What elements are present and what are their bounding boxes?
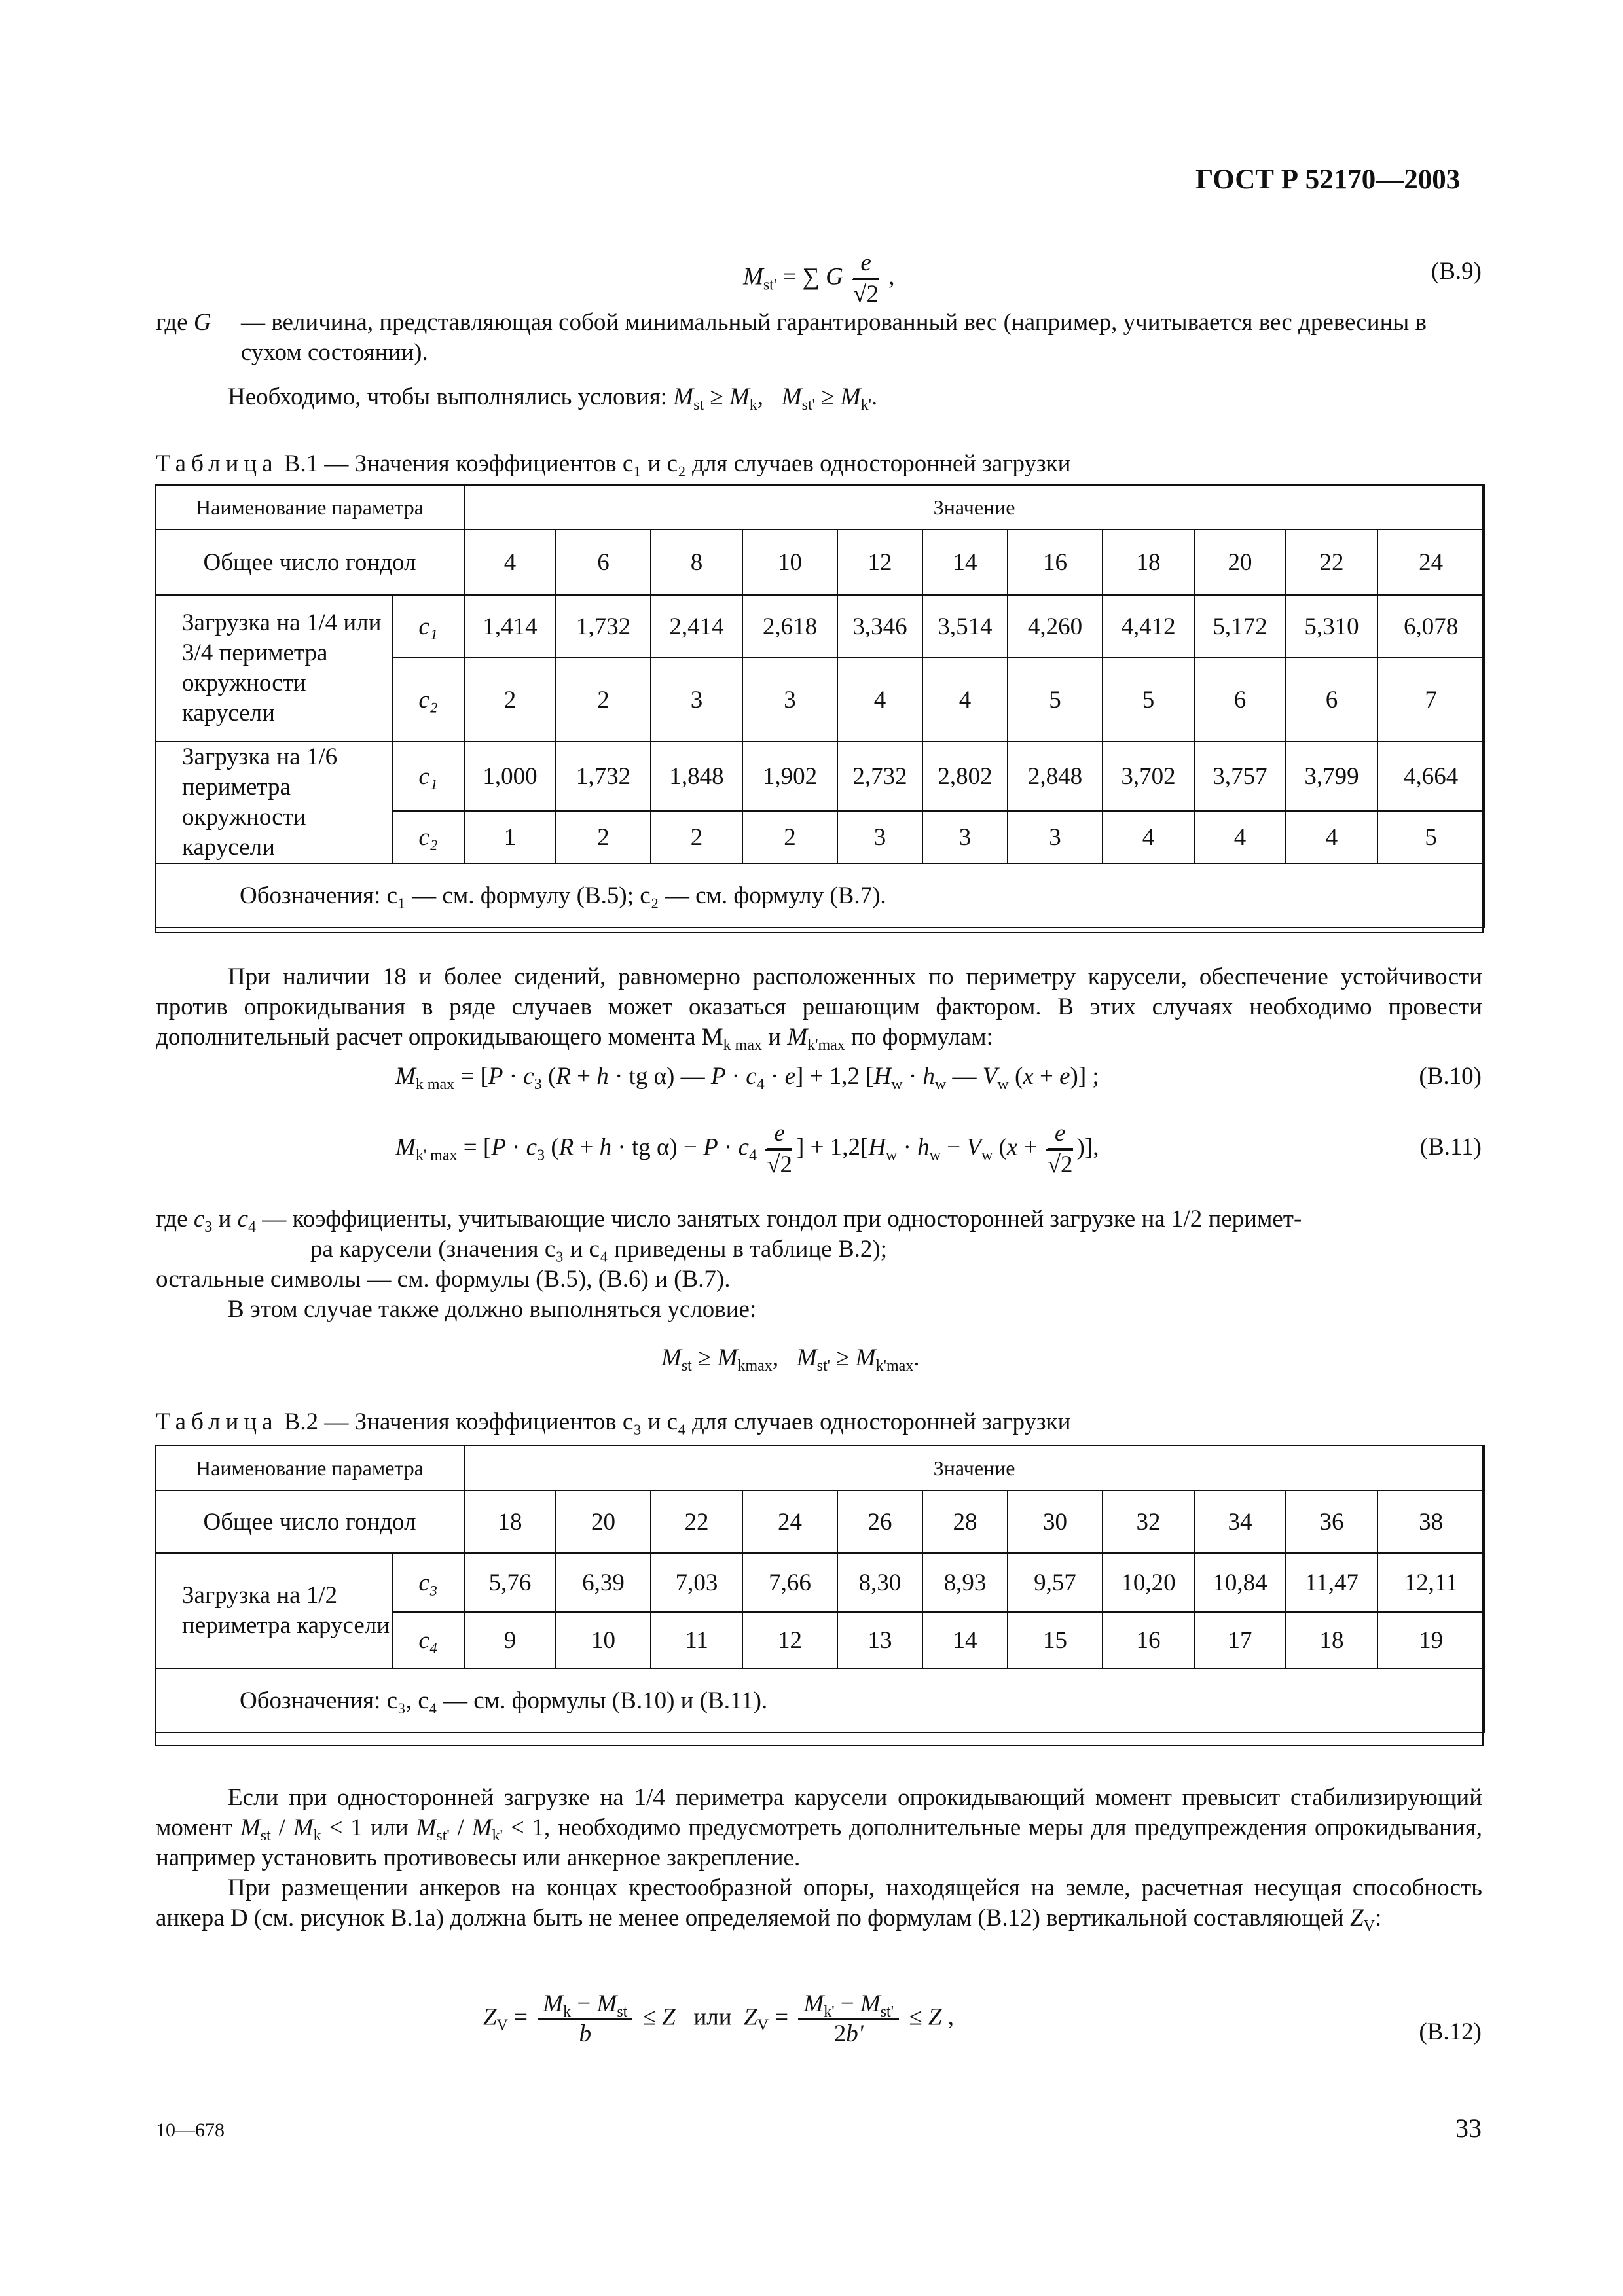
table-cell: 4 <box>1194 811 1286 863</box>
table-cell: 2 <box>742 811 837 863</box>
table-cell: 34 <box>1194 1490 1286 1553</box>
table-cell: 3,757 <box>1194 742 1286 811</box>
table-b1-row-label: Общее число гондол <box>155 529 464 595</box>
table-b2-note: Обозначения: c₃, c₄ — см. формулы (В.10) и (В.11). <box>155 1668 1484 1732</box>
table-cell: 13 <box>837 1612 922 1668</box>
table-cell: 2 <box>556 658 651 742</box>
table-b2-symbol-c3: c₃ <box>392 1553 464 1612</box>
table-cell: 3,702 <box>1103 742 1194 811</box>
document-code: ГОСТ Р 52170—2003 <box>1195 164 1461 195</box>
table-cell: 7,03 <box>651 1553 742 1612</box>
table-cell: 32 <box>1103 1490 1194 1553</box>
table-cell: 12 <box>837 529 922 595</box>
table-cell: 3,799 <box>1286 742 1377 811</box>
table-cell: 2,732 <box>837 742 922 811</box>
table-cell: 1,000 <box>464 742 556 811</box>
table-cell: 17 <box>1194 1612 1286 1668</box>
table-cell: 8,93 <box>922 1553 1008 1612</box>
table-cell: 2,848 <box>1008 742 1103 811</box>
table-cell: 10 <box>556 1612 651 1668</box>
equation-b10: $M_{k max} = [P \cdot c_3$ (R + h · tg α) — $P \cdot c_4 \cdot e] + 1,2$ [$H_w \cdot h_w$ — $V_w$ (x + e)] ; <box>395 1063 1099 1093</box>
table-cell: 22 <box>1286 529 1377 595</box>
table-cell: 6,078 <box>1377 595 1484 658</box>
table-b2-param-header: Наименование параметра <box>155 1446 464 1490</box>
table-cell: 18 <box>464 1490 556 1553</box>
table-b1-value-header: Значение <box>464 485 1484 529</box>
where-label: где G <box>156 309 211 336</box>
table-cell: 4,412 <box>1103 595 1194 658</box>
paragraph-anchors: При размещении анкеров на концах крестообразной опоры, находящейся на земле, расчетная несущая способность анкера D (см. рисунок В.1а) должна быть не менее определяемой по формулам (В.12) вертикальной составляющей $Z_V$: <box>156 1874 1482 1935</box>
where-c3-c4-line1: где $c_3$ и $c_4$ — коэффициенты, учитывающие число занятых гондол при односторонней загрузке на 1/2 перимет- <box>156 1206 1302 1236</box>
table-b2 <box>155 1445 1485 1733</box>
table-cell: 3 <box>837 811 922 863</box>
table-b1-symbol-c1: c₁ <box>392 595 464 658</box>
table-cell: 4 <box>464 529 556 595</box>
table-cell: 10 <box>742 529 837 595</box>
where-c3-c4-line2: ра карусели (значения c₃ и c₄ приведены в таблице В.2); <box>310 1236 887 1263</box>
table-b1-param-header: Наименование параметра <box>155 485 464 529</box>
table-cell: 36 <box>1286 1490 1377 1553</box>
table-cell: 1,848 <box>651 742 742 811</box>
table-cell: 3 <box>922 811 1008 863</box>
table-cell: 16 <box>1008 529 1103 595</box>
table-cell: 1 <box>464 811 556 863</box>
table-cell: 5 <box>1008 658 1103 742</box>
table-cell: 5,76 <box>464 1553 556 1612</box>
table-cell: 6 <box>1286 658 1377 742</box>
table-cell: 6,39 <box>556 1553 651 1612</box>
table-cell: 4 <box>1286 811 1377 863</box>
equation-b9: $M_{st'}$ = ∑ G $\frac{e}{√2}$ , <box>743 249 895 308</box>
table-cell: 2 <box>556 811 651 863</box>
table-b1-group2-label: Загрузка на 1/6 периметра окружности карусели <box>155 742 392 863</box>
table-cell: 3 <box>1008 811 1103 863</box>
table-cell: 7,66 <box>742 1553 837 1612</box>
table-cell: 4,664 <box>1377 742 1484 811</box>
table-cell: 12,11 <box>1377 1553 1484 1612</box>
equation-number-b9: (В.9) <box>1431 258 1482 285</box>
table-cell: 8 <box>651 529 742 595</box>
table-cell: 4 <box>1103 811 1194 863</box>
table-cell: 38 <box>1377 1490 1484 1553</box>
table-b1-group1-label: Загрузка на 1/4 или 3/4 периметра окружности карусели <box>155 595 392 742</box>
where-other-symbols: остальные символы — см. формулы (В.5), (В.6) и (В.7). <box>156 1266 731 1293</box>
table-cell: 14 <box>922 1612 1008 1668</box>
table-cell: 3,346 <box>837 595 922 658</box>
table-cell: 3 <box>742 658 837 742</box>
footer-print-code: 10—678 <box>156 2119 225 2141</box>
table-cell: 19 <box>1377 1612 1484 1668</box>
table-b2-symbol-c4: c₄ <box>392 1612 464 1668</box>
table-cell: 10,84 <box>1194 1553 1286 1612</box>
table-cell: 4,260 <box>1008 595 1103 658</box>
table-cell: 22 <box>651 1490 742 1553</box>
table-cell: 9,57 <box>1008 1553 1103 1612</box>
table-cell: 3 <box>651 658 742 742</box>
paragraph-overturning: При наличии 18 и более сидений, равномерно расположенных по периметру карусели, обеспечение устойчивости против опрокидывания в ряде случаев может оказаться решающим фактором. В этих случаях необходимо провести дополнительный расчет опрокидывающего момента $M_{k max}$ и $M_{k'max}$ по формулам: <box>156 963 1482 1054</box>
table-cell: 20 <box>1194 529 1286 595</box>
table-b2-group-label: Загрузка на 1/2 периметра карусели <box>155 1553 392 1668</box>
equation-number-b11: (В.11) <box>1419 1134 1482 1160</box>
paragraph-additional-measures: Если при односторонней загрузке на 1/4 периметра карусели опрокидывающий момент превысит стабилизирующий момент $M_{st} / M_k < 1$ или $M_{st'} / M_{k'} < 1$, необходимо предусмотреть дополнительные меры для предупреждения опрокидывания, например установить противовесы или анкерное закрепление. <box>156 1784 1483 1871</box>
table-cell: 26 <box>837 1490 922 1553</box>
table-cell: 2,618 <box>742 595 837 658</box>
table-cell: 1,732 <box>556 742 651 811</box>
table-cell: 12 <box>742 1612 837 1668</box>
table-cell: 10,20 <box>1103 1553 1194 1612</box>
table-cell: 5 <box>1103 658 1194 742</box>
equation-number-b12: (В.12) <box>1419 2018 1482 2045</box>
table-cell: 15 <box>1008 1612 1103 1668</box>
table-cell: 1,902 <box>742 742 837 811</box>
table-cell: 3,514 <box>922 595 1008 658</box>
table-cell: 14 <box>922 529 1008 595</box>
where-g-text: — величина, представляющая собой минимальный гарантированный вес (например, учитывается вес древесины в сухом состоянии). <box>241 309 1427 366</box>
table-b1-note: Обозначения: c₁ — см. формулу (В.5); c₂ — см. формулу (В.7). <box>155 863 1484 927</box>
table-b1-symbol-c2: c₂ <box>392 811 464 863</box>
table-cell: 2,802 <box>922 742 1008 811</box>
condition-line-1: Необходимо, чтобы выполнялись условия: $M_{st} \ge M_k$, $M_{st'} \ge M_{k'}$. <box>228 384 878 414</box>
table-b2-value-header: Значение <box>464 1446 1484 1490</box>
table-b1-symbol-c2: c₂ <box>392 658 464 742</box>
table-b1 <box>155 484 1485 928</box>
table-b2-row-label: Общее число гондол <box>155 1490 464 1553</box>
table-cell: 16 <box>1103 1612 1194 1668</box>
equation-b11: $M_{k' max} = [P \cdot c_3$ (R + h · tg $\alpha) - P \cdot c_4$ $\frac{e}{√2}$ ] + $1,2[H_w \cdot h_w - V_w$ (x + $\frac{e}{√2}$ )], <box>395 1120 1099 1178</box>
table-cell: 5 <box>1377 811 1484 863</box>
table-cell: 7 <box>1377 658 1484 742</box>
table-cell: 1,414 <box>464 595 556 658</box>
table-cell: 2,414 <box>651 595 742 658</box>
table-cell: 11 <box>651 1612 742 1668</box>
table-cell: 11,47 <box>1286 1553 1377 1612</box>
table-b1-caption: Таблица В.1 — Значения коэффициентов c₁ и c₂ для случаев односторонней загрузки <box>156 450 1071 477</box>
table-cell: 20 <box>556 1490 651 1553</box>
condition-line-2: $M_{st} \ge M_{kmax}$, $M_{st'} \ge M_{k'max}$. <box>661 1344 920 1374</box>
equation-number-b10: (В.10) <box>1419 1063 1482 1090</box>
table-cell: 24 <box>1377 529 1484 595</box>
table-cell: 2 <box>651 811 742 863</box>
table-cell: 18 <box>1286 1612 1377 1668</box>
table-cell: 5,310 <box>1286 595 1377 658</box>
page-number: 33 <box>1455 2113 1482 2143</box>
table-cell: 2 <box>464 658 556 742</box>
table-cell: 6 <box>1194 658 1286 742</box>
table-b2-caption: Таблица В.2 — Значения коэффициентов c₃ и c₄ для случаев односторонней загрузки <box>156 1408 1071 1435</box>
table-cell: 4 <box>922 658 1008 742</box>
table-cell: 1,732 <box>556 595 651 658</box>
table-cell: 4 <box>837 658 922 742</box>
table-cell: 18 <box>1103 529 1194 595</box>
condition-intro-2: В этом случае также должно выполняться условие: <box>228 1296 757 1323</box>
table-cell: 8,30 <box>837 1553 922 1612</box>
table-cell: 9 <box>464 1612 556 1668</box>
table-cell: 5,172 <box>1194 595 1286 658</box>
table-b1-symbol-c1: c₁ <box>392 742 464 811</box>
table-cell: 30 <box>1008 1490 1103 1553</box>
table-cell: 6 <box>556 529 651 595</box>
table-cell: 24 <box>742 1490 837 1553</box>
equation-b12: $Z_V$ = $\frac{M_k - M_{st}}{b}$ ≤ Z или $Z_V$ = $\frac{M_{k'} - M_{st'}}{2b'}$ ≤ Z , <box>483 1990 954 2047</box>
table-cell: 28 <box>922 1490 1008 1553</box>
